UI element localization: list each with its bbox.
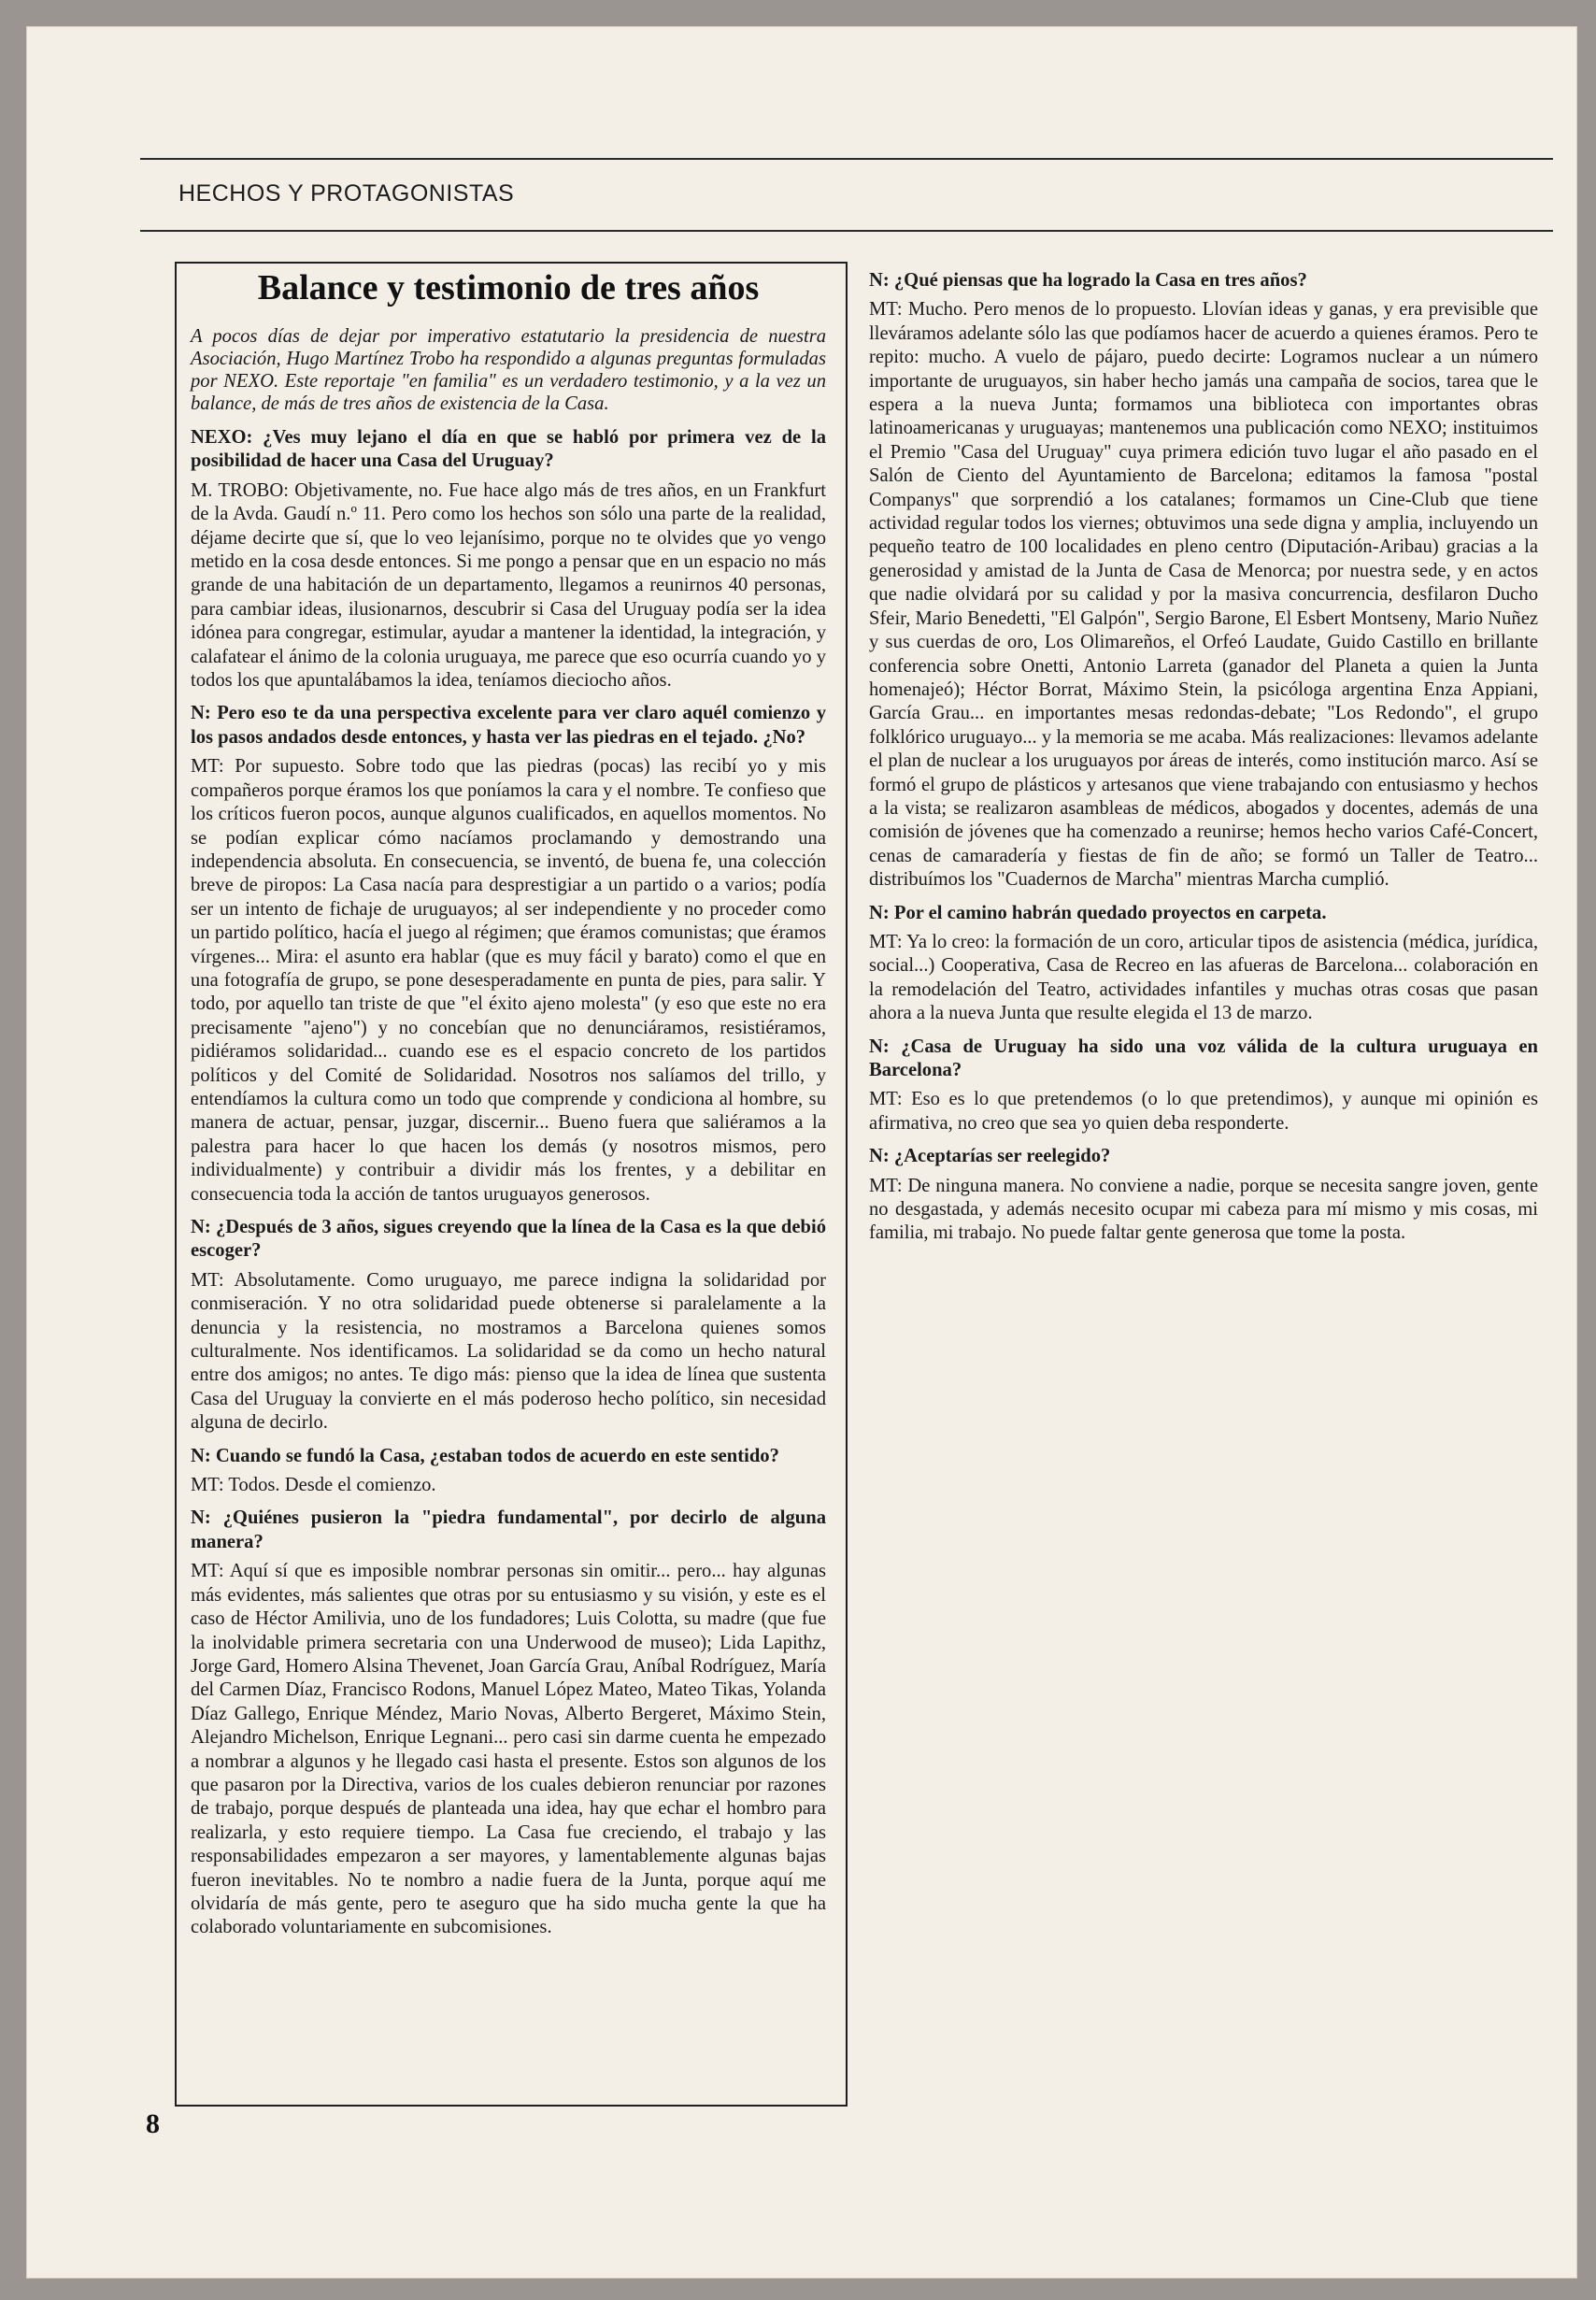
answer-5: MT: Aquí sí que es imposible nombrar personas sin omitir... pero... hay algunas más evidentes, más salientes que otras por su entusiasmo y su visión, y este es el caso de Héctor Amilivia, uno de los fundadores; Luis Colotta, su madre (que fue la inolvidable primera secretaria con una Underwood de museo); Lida Lapithz, Jorge Gard, Homero Alsina Thevenet, Joan García Grau, Aníbal Rodríguez, María del Carmen Díaz, Francisco Rodons, Manuel López Mateo, Mateo Tikas, Yolanda Díaz Gallego, Enrique Méndez, Mario Novas, Alberto Bergeret, Máximo Stein, Alejandro Michelson, Enrique Legnani... pero casi sin darme cuenta he empezado a nombrar a algunos y he llegado casi hasta el presente. Estos son algunos de los que pasaron por la Directiva, varios de los cuales debieron renunciar por razones de trabajo, porque después de planteada una idea, hay que echar el hombro para realizarla, y esto requiere tiempo. La Casa fue creciendo, el trabajo y las responsabilidades empezaron a ser mayores, y lamentablemente algunas bajas fueron inevitables. No te nombro a nadie fuera de la Junta, porque aquí me olvidaría de más gente, pero te aseguro que ha sido mucha gente la que ha colaborado voluntariamente en subcomisiones. [191, 1561, 826, 1938]
answer-7: MT: Ya lo creo: la formación de un coro, articular tipos de asistencia (médica, jurídica, social...) Cooperativa, Casa de Recreo en las afueras de Barcelona... colaboración en la remodelación del Teatro, actividades infantiles y muchas otras cosas que pasan ahora a la nueva Junta que resulte elegida el 13 de marzo. [869, 931, 1538, 1024]
article-column-right [869, 269, 1538, 1255]
article-title: Balance y testimonio de tres años [257, 268, 760, 307]
answer-1: M. TROBO: Objetivamente, no. Fue hace algo más de tres años, en un Frankfurt de la Avda. Gaudí n.º 11. Pero como los hechos son sólo una parte de la realidad, déjame decirte que sí, que lo veo lejanísimo, porque no te olvides que yo vengo metido en la cosa desde entonces. Si me pongo a pensar que en un espacio no más grande de una habitación de un departamento, llegamos a reunirnos 40 personas, para cambiar ideas, ilusionarnos, descubrir si Casa del Uruguay podía ser la idea idónea para congregar, estimular, ayudar a mantener la identidad, la integración, y calafatear el ánimo de la colonia uruguaya, me parece que eso ocurría cuando yo y todos los que apuntalábamos la idea, teníamos dieciocho años. [191, 479, 826, 692]
question-5: N: ¿Quiénes pusieron la "piedra fundamental", por decirlo de alguna manera? [191, 1507, 826, 1552]
question-3: N: ¿Después de 3 años, sigues creyendo que la línea de la Casa es la que debió escoger? [191, 1217, 826, 1262]
question-8: N: ¿Casa de Uruguay ha sido una voz válida de la cultura uruguaya en Barcelona? [869, 1036, 1538, 1080]
question-1: NEXO: ¿Ves muy lejano el día en que se habló por primera vez de la posibilidad de hacer una Casa del Uruguay? [191, 427, 826, 472]
header-rule-bottom [140, 230, 1553, 232]
section-header: HECHOS Y PROTAGONISTAS [178, 180, 515, 207]
answer-6: MT: Mucho. Pero menos de lo propuesto. Llovían ideas y ganas, y era previsible que lleváramos adelante sólo las que podíamos hacer de acuerdo a quienes éramos. Pero te repito: mucho. A vuelo de pájaro, puedo decirte: Logramos nuclear a un número importante de uruguayos, sin haber hecho jamás una campaña de socios, tarea que le espera a la nueva Junta; formamos una biblioteca con importantes obras latinoamericanas y uruguayas; mantenemos una publicación como NEXO; instituimos el Premio "Casa del Uruguay" cuya primera edición tuvo lugar el año pasado en el Salón de Ciento del Ayuntamiento de Barcelona; editamos la famosa "postal Companys" que sorprendió a los catalanes; formamos un Cine-Club que tiene actividad regular todos los viernes; obtuvimos una sede digna y amplia, incluyendo un pequeño teatro de 100 localidades en pleno centro (Diputación-Aribau) gracias a la generosidad y amistad de la Junta de Casa de Menorca; por nuestra sede, y en actos que nadie olvidará por su calidad y por la masiva concurrencia, desfilaron Ducho Sfeir, Mario Benedetti, "El Galpón", Sergio Barone, El Esbert Montseny, Mario Nuñez y sus cuerdas de oro, Los Olimareños, el Orfeó Laudate, Guido Castillo en brillante conferencia sobre Onetti, Antonio Larreta (ganador del Planeta a quien la Junta homenajeó); Héctor Borrat, Máximo Stein, la psicóloga argentina Enza Appiani, García Grau... en importantes mesas redondas-debate; "Los Redondo", el grupo folklórico uruguayo... y la memoria se me acaba. Más realizaciones: llevamos adelante el plan de nuclear a los uruguayos por áreas de interés, como institución marco. Así se formó el grupo de plásticos y artesanos que viene trabajando con entusiasmo y hechos a la vista; se realizaron asambleas de médicos, abogados y docentes, además de una comisión de jóvenes que ha comenzado a reunirse; hemos hecho varios Café-Concert, cenas de camaradería y fiestas de fin de año; se formó un Taller de Teatro... distribuímos los "Cuadernos de Marcha" mientras Marcha cumplió. [869, 299, 1538, 891]
answer-2: MT: Por supuesto. Sobre todo que las piedras (pocas) las recibí yo y mis compañeros porque éramos los que poníamos la cara y el nombre. Te confieso que los críticos fueron pocos, aunque algunos cualificados, en aquellos momentos. No se podían explicar cómo nacíamos proclamando y demostrando una independencia absoluta. En consecuencia, se inventó, de buena fe, una colección breve de piropos: La Casa nacía para desprestigiar a un partido o a varios; podía ser un intento de fichaje de uruguayos; al ser independiente y no proceder como un partido político, hacía el juego al régimen; que éramos comunistas; que éramos vírgenes... Mira: el asunto era hablar (que es muy fácil y barato) como el que en una fotografía de grupo, se pone desesperadamente en punta de pies, para salir. Y todo, por aquello tan triste de que "el éxito ajeno molesta" (y eso que este no era precisamente "ajeno") y no concebían que no denunciáramos, resistiéramos, pidiéramos solidaridad... cuando ese es el espacio concreto de los partidos políticos y del Comité de Solidaridad. Nosotros nos salíamos del trillo, y entendíamos la cultura como un todo que comprende y condiciona al hombre, su manera de actuar, pensar, juzgar, discernir... Bueno fuera que saliéramos a la palestra para hacer lo que hacen los demás (y nosotros mismos, pero individualmente) y contribuir a dividir más los frentes, y a debilitar en consecuencia toda la acción de tantos uruguayos generosos. [191, 756, 826, 1205]
question-9: N: ¿Aceptarías ser reelegido? [869, 1146, 1111, 1167]
article-column-left [191, 267, 826, 1938]
question-2: N: Pero eso te da una perspectiva excelente para ver claro aquél comienzo y los pasos andados desde entonces, y hasta ver las piedras en el tejado. ¿No? [191, 703, 826, 748]
article-intro: A pocos días de dejar por imperativo estatutario la presidencia de nuestra Asociación, Hugo Martínez Trobo ha respondido a algunas preguntas formuladas por NEXO. Este reportaje "en familia" es un verdadero testimonio, y a la vez un balance, de más de tres años de existencia de la Casa. [191, 326, 826, 414]
question-7: N: Por el camino habrán quedado proyectos en carpeta. [869, 902, 1327, 923]
page-number: 8 [146, 2108, 160, 2139]
answer-9: MT: De ninguna manera. No conviene a nadie, porque se necesita sangre joven, gente no desgastada, y además necesito ocupar mi cabeza para mí mismo y mis cosas, mi familia, mi trabajo. No puede faltar gente generosa que tome la posta. [869, 1175, 1538, 1244]
header-rule-top [140, 158, 1553, 160]
question-6: N: ¿Qué piensas que ha logrado la Casa en tres años? [869, 270, 1307, 291]
answer-3: MT: Absolutamente. Como uruguayo, me parece indigna la solidaridad por conmiseración. Y no otra solidaridad puede obtenerse si paralelamente a la denuncia y la resistencia, no mostramos a Barcelona quienes somos culturalmente. Nos identificamos. La solidaridad se da como un hecho natural entre dos amigos; no antes. Te digo más: pienso que la idea de línea que sustenta Casa del Uruguay la convierte en el más poderoso hecho político, sin necesidad alguna de decirlo. [191, 1269, 826, 1434]
question-4: N: Cuando se fundó la Casa, ¿estaban todos de acuerdo en este sentido? [191, 1445, 779, 1466]
answer-8: MT: Eso es lo que pretendemos (o lo que pretendimos), y aunque mi opinión es afirmativa, no creo que sea yo quien deba responderte. [869, 1089, 1538, 1134]
answer-4: MT: Todos. Desde el comienzo. [191, 1475, 436, 1496]
